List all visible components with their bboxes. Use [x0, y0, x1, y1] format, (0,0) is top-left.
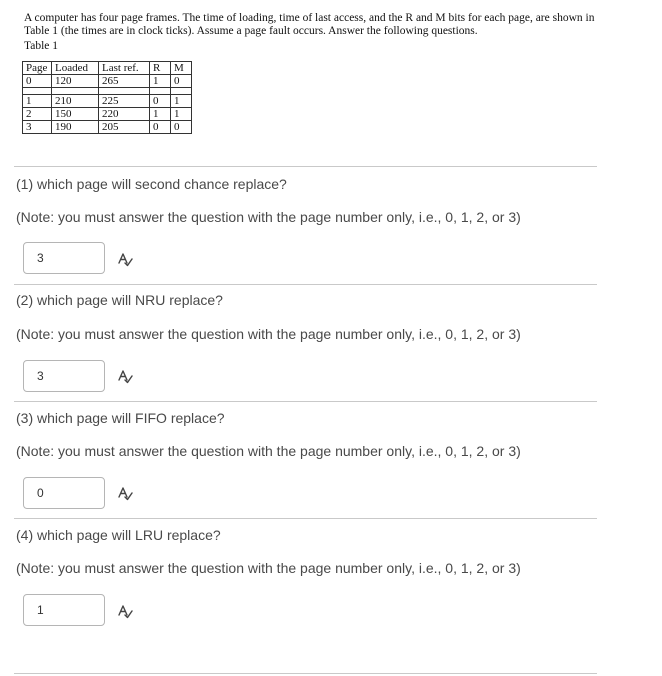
divider: [14, 166, 597, 167]
table-row: [23, 95, 192, 108]
divider: [14, 673, 597, 674]
question-2: [16, 291, 636, 343]
table-cell: 0: [150, 95, 171, 108]
table-caption: Table 1: [24, 40, 59, 52]
spell-check-icon[interactable]: [117, 603, 133, 619]
table-cell: 1: [150, 75, 171, 88]
spell-check-icon[interactable]: [117, 251, 133, 267]
table-row: [23, 75, 192, 88]
divider: [14, 518, 597, 519]
table-row: [23, 121, 192, 134]
question-note: (Note: you must answer the question with the page number only, i.e., 0, 1, 2, or 3): [16, 560, 521, 576]
question-4: [16, 526, 636, 577]
table-cell: 220: [99, 108, 150, 121]
question-note: (Note: you must answer the question with the page number only, i.e., 0, 1, 2, or 3): [16, 326, 521, 342]
spell-check-icon[interactable]: [117, 485, 133, 501]
divider: [14, 401, 597, 402]
answer-field-4[interactable]: [23, 594, 105, 626]
table-gap-row: [23, 88, 192, 95]
table-cell: 1: [23, 95, 52, 108]
answer-input-1[interactable]: [24, 243, 104, 273]
table-cell: 0: [171, 121, 192, 134]
table-header-cell: Page: [23, 62, 52, 75]
answer-input-3[interactable]: [24, 478, 104, 508]
problem-statement: [24, 12, 604, 53]
table-cell: 1: [150, 108, 171, 121]
table-cell: 0: [171, 75, 192, 88]
table-header-cell: R: [150, 62, 171, 75]
table-header-cell: Loaded: [52, 62, 99, 75]
table-header-row: [23, 62, 192, 75]
question-title: (1) which page will second chance replace?: [16, 176, 287, 192]
table-cell: 1: [171, 108, 192, 121]
table-cell: 0: [23, 75, 52, 88]
table-header-cell: Last ref.: [99, 62, 150, 75]
table-header-cell: M: [171, 62, 192, 75]
question-note: (Note: you must answer the question with the page number only, i.e., 0, 1, 2, or 3): [16, 443, 521, 459]
table-cell: 120: [52, 75, 99, 88]
table-cell: 2: [23, 108, 52, 121]
question-title: (4) which page will LRU replace?: [16, 527, 221, 543]
question-1: [16, 175, 636, 226]
table-cell: 210: [52, 95, 99, 108]
table-cell: 150: [52, 108, 99, 121]
answer-input-2[interactable]: [24, 361, 104, 391]
table-cell: 225: [99, 95, 150, 108]
divider: [14, 284, 597, 285]
problem-text: A computer has four page frames. The time of loading, time of last access, and the R and M bits for each page, are shown in Table 1 (the times are in clock ticks). Assume a page fault occurs. Answer the following questions.: [24, 12, 595, 37]
table-cell: 1: [171, 95, 192, 108]
table-cell: 0: [150, 121, 171, 134]
question-3: [16, 409, 636, 460]
answer-input-4[interactable]: [24, 595, 104, 625]
table-cell: 205: [99, 121, 150, 134]
question-title: (2) which page will NRU replace?: [16, 292, 223, 308]
page-table: [22, 61, 192, 134]
table-cell: 265: [99, 75, 150, 88]
spell-check-icon[interactable]: [117, 368, 133, 384]
table-cell: 190: [52, 121, 99, 134]
table-cell: 3: [23, 121, 52, 134]
table-row: [23, 108, 192, 121]
answer-field-1[interactable]: [23, 242, 105, 274]
question-note: (Note: you must answer the question with the page number only, i.e., 0, 1, 2, or 3): [16, 209, 521, 225]
question-title: (3) which page will FIFO replace?: [16, 410, 225, 426]
answer-field-2[interactable]: [23, 360, 105, 392]
answer-field-3[interactable]: [23, 477, 105, 509]
